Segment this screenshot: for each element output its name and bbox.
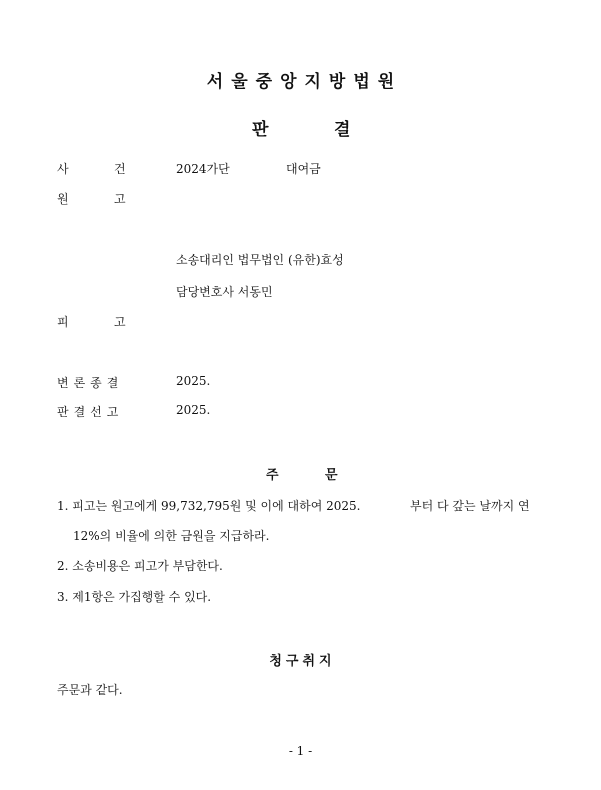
hearing-close-date: 2025. [176, 374, 211, 388]
order-item-1-part2: 부터 다 갚는 날까지 연 [410, 499, 530, 513]
order-item-1-line2: 12%의 비율에 의한 금원을 지급하라. [73, 529, 270, 543]
case-label-first: 사 [57, 162, 69, 176]
document-title-right: 결 [334, 120, 351, 140]
order-heading-right: 문 [325, 468, 338, 483]
defendant-label-first: 피 [57, 315, 69, 329]
plaintiff-label-second: 고 [114, 192, 126, 206]
case-number: 2024가단 [176, 162, 230, 176]
order-item-1-part1: 1. 피고는 원고에게 99,732,795원 및 이에 대하여 2025. [57, 499, 361, 513]
counsel-attorney: 담당변호사 서동민 [176, 285, 273, 299]
order-heading-left: 주 [266, 468, 279, 483]
judgment-date-label: 판결선고 [57, 405, 124, 419]
document-title-left: 판 [252, 120, 269, 140]
counsel-firm: 소송대리인 법무법인 (유한)효성 [176, 253, 344, 267]
defendant-label-second: 고 [114, 315, 126, 329]
order-item-2: 2. 소송비용은 피고가 부담한다. [57, 559, 223, 573]
case-name: 대여금 [286, 162, 321, 176]
court-name: 서울중앙지방법원 [206, 72, 403, 92]
claim-text: 주문과 같다. [57, 683, 123, 697]
plaintiff-label-first: 원 [57, 192, 69, 206]
claim-heading: 청구취지 [269, 654, 336, 669]
page-number: - 1 - [288, 744, 313, 758]
judgment-date: 2025. [176, 403, 211, 417]
order-item-3: 3. 제1항은 가집행할 수 있다. [57, 590, 212, 604]
hearing-close-label: 변론종결 [57, 376, 124, 390]
case-label-second: 건 [114, 162, 126, 176]
